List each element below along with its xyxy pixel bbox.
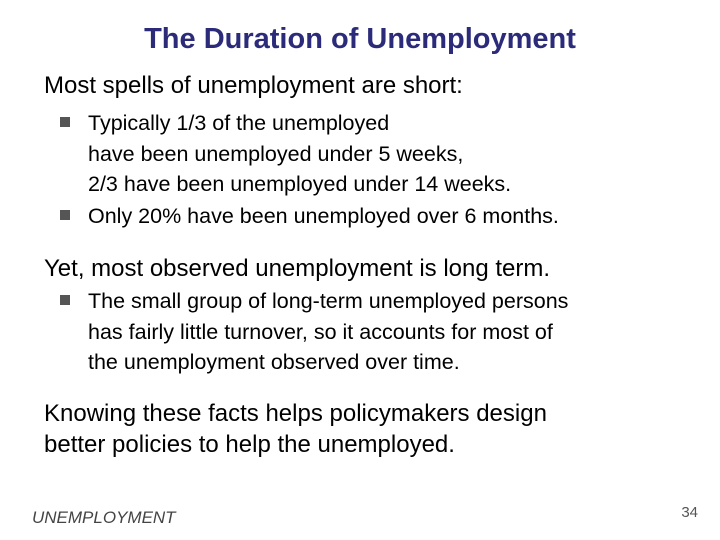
section-1-bullet-2: Only 20% have been unemployed over 6 months.	[88, 204, 559, 228]
section-2-lead: Yet, most observed unemployment is long term.	[44, 255, 551, 282]
section-2-bullet-1: The small group of long-term unemployed persons has fairly little turnover, so it accounts for most of the unemployment observed over time.	[88, 289, 569, 374]
page-number: 34	[681, 504, 698, 521]
section-3-lead: Knowing these facts helps policymakers design better policies to help the unemployed.	[44, 400, 547, 458]
bullet-marker-icon	[60, 117, 70, 127]
footer-label: UNEMPLOYMENT	[32, 508, 176, 527]
section-1-bullet-1: Typically 1/3 of the unemployed have been unemployed under 5 weeks, 2/3 have been unemployed under 14 weeks.	[88, 111, 512, 196]
slide-title: The Duration of Unemployment	[144, 23, 576, 55]
section-1-lead: Most spells of unemployment are short:	[44, 72, 463, 99]
bullet-marker-icon	[60, 210, 70, 220]
bullet-marker-icon	[60, 295, 70, 305]
